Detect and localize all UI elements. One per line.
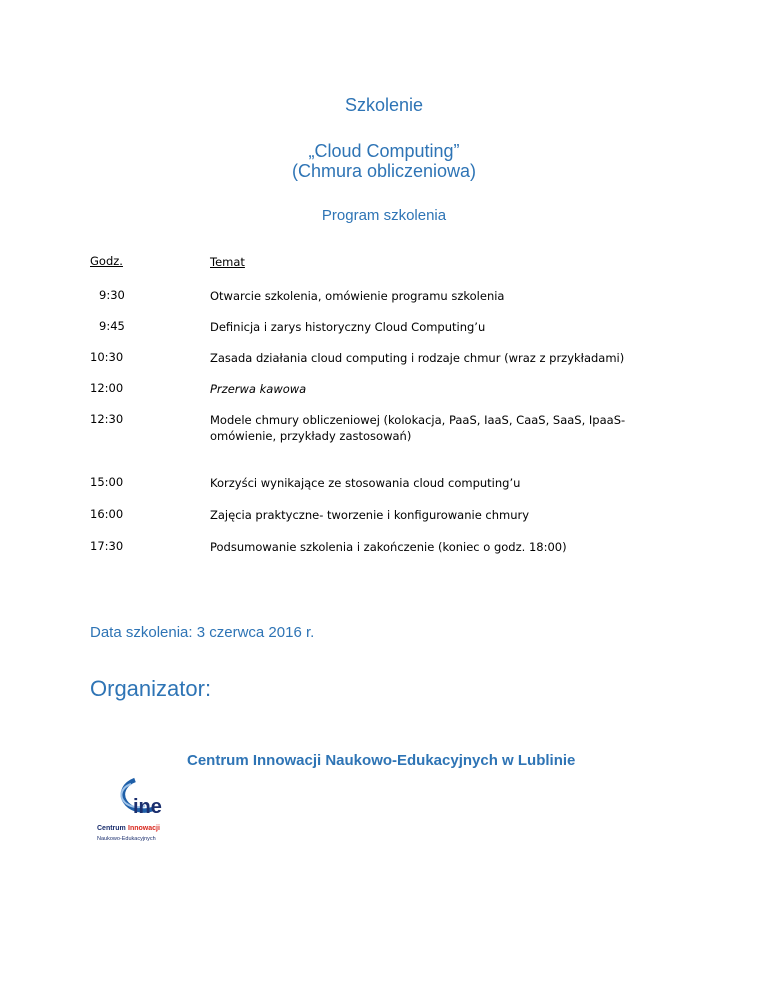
cine-logo: [95, 775, 185, 847]
logo-text-naukowo: Naukowo-Edukacyjnych: [97, 836, 156, 842]
schedule-topic: Korzyści wynikające ze stosowania cloud computing’u: [210, 476, 521, 490]
schedule-time: 16:00: [90, 507, 124, 521]
schedule-time: 10:30: [90, 350, 124, 364]
schedule-time: 9:30: [99, 288, 125, 302]
schedule-topic: Przerwa kawowa: [210, 382, 307, 396]
schedule-time: 9:45: [99, 319, 125, 333]
document-subtitle-line2: (Chmura obliczeniowa): [291, 161, 477, 181]
schedule-time: 12:00: [90, 381, 124, 395]
column-header-topic: Temat: [210, 255, 245, 269]
organizer-heading: Organizator:: [90, 676, 212, 701]
logo-text-innowacji: Innowacji: [128, 825, 160, 832]
schedule-topic: Zajęcia praktyczne- tworzenie i konfigurowanie chmury: [210, 508, 530, 522]
schedule-topic: Otwarcie szkolenia, omówienie programu szkolenia: [210, 289, 505, 303]
program-heading: Program szkolenia: [321, 207, 447, 224]
logo-text-centrum: Centrum: [97, 825, 126, 832]
organizer-name: Centrum Innowacji Naukowo-Edukacyjnych w Lublinie: [187, 752, 576, 769]
schedule-topic: Modele chmury obliczeniowej (kolokacja, PaaS, IaaS, CaaS, SaaS, IpaaS- omówienie, przykłady zastosowań): [210, 413, 626, 443]
schedule-time: 12:30: [90, 412, 124, 426]
column-header-time: Godz.: [90, 254, 123, 268]
schedule-topic: Podsumowanie szkolenia i zakończenie (koniec o godz. 18:00): [210, 540, 567, 554]
document-title: Szkolenie: [344, 95, 424, 115]
schedule-time: 15:00: [90, 475, 124, 489]
schedule-topic: Zasada działania cloud computing i rodzaje chmur (wraz z przykładami): [210, 351, 625, 365]
schedule-time: 17:30: [90, 539, 124, 553]
document-subtitle-line1: „Cloud Computing”: [308, 141, 460, 161]
training-date: Data szkolenia: 3 czerwca 2016 r.: [90, 624, 315, 641]
schedule-topic: Definicja i zarys historyczny Cloud Computing’u: [210, 320, 486, 334]
logo-mark: ine: [133, 796, 162, 818]
